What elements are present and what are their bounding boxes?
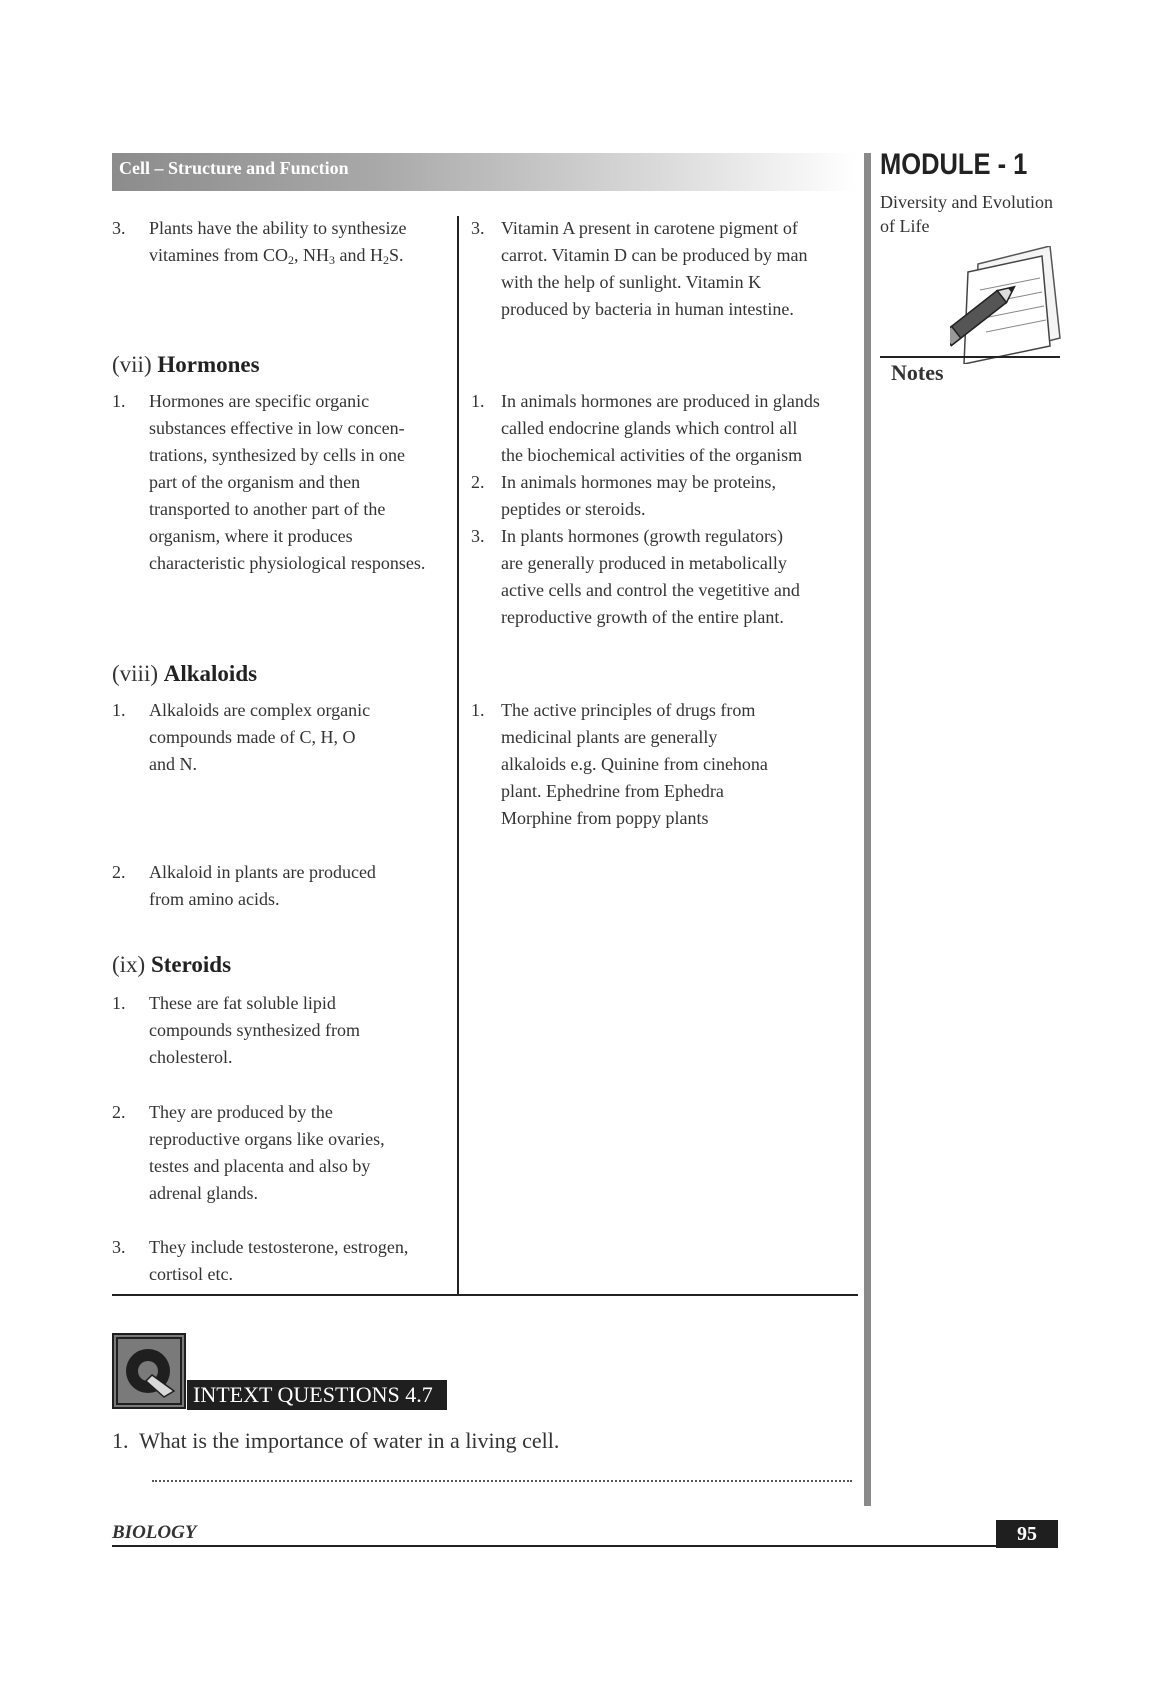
module-subtitle-line2: of Life xyxy=(880,216,930,236)
item-text xyxy=(501,388,820,469)
item-number: 1. xyxy=(471,391,485,411)
text-line: Alkaloids are complex organic xyxy=(149,700,371,720)
item-text xyxy=(149,697,370,778)
text-line: plant. Ephedrine from Ephedra xyxy=(501,781,724,801)
notebook-pencil-icon xyxy=(950,246,1062,369)
list-item xyxy=(112,859,452,915)
intext-questions-banner: INTEXT QUESTIONS 4.7 xyxy=(187,1380,447,1410)
text-line: active cells and control the vegetitive and xyxy=(501,580,800,600)
text-line: adrenal glands. xyxy=(149,1183,258,1203)
item-text xyxy=(149,1234,408,1288)
question-text: What is the importance of water in a living cell. xyxy=(139,1428,560,1453)
list-item xyxy=(112,388,452,583)
page-number: 95 xyxy=(996,1520,1058,1548)
item-text xyxy=(149,388,425,577)
column-divider xyxy=(457,216,459,1295)
text-line: cortisol etc. xyxy=(149,1264,233,1284)
item-number: 2. xyxy=(112,862,126,882)
item-text xyxy=(149,215,459,269)
item-number: 3. xyxy=(471,526,485,546)
text-line: Morphine from poppy plants xyxy=(501,808,709,828)
text-line: compounds made of C, H, O xyxy=(149,727,356,747)
text-line: characteristic physiological responses. xyxy=(149,553,426,573)
text-line: organism, where it produces xyxy=(149,526,353,546)
question-1 xyxy=(112,1428,559,1454)
text-line: vitamines from $CO_2$, $NH_3$ and $H_2S$. xyxy=(149,245,404,267)
text-line: The active principles of drugs from xyxy=(501,700,756,720)
text-line: Vitamin A present in carotene pigment of xyxy=(501,218,798,238)
text-line: Hormones are specific organic xyxy=(149,391,370,411)
question-number: 1. xyxy=(112,1428,129,1453)
list-item xyxy=(112,215,452,275)
item-text xyxy=(501,469,776,523)
text-line: are generally produced in metabolically xyxy=(501,553,787,573)
text-line: and N. xyxy=(149,754,197,774)
list-item xyxy=(112,1234,452,1290)
list-item xyxy=(112,1099,452,1209)
list-item xyxy=(471,697,851,835)
item-number: 1. xyxy=(112,391,126,411)
notes-label: Notes xyxy=(891,360,944,385)
text-line: reproductive organs like ovaries, xyxy=(149,1129,385,1149)
text-line: carrot. Vitamin D can be produced by man xyxy=(501,245,808,265)
text-line: peptides or steroids. xyxy=(501,499,646,519)
section-heading-hormones: (vii) Hormones xyxy=(112,352,260,377)
module-title: MODULE - 1 xyxy=(880,148,1028,181)
text-line: with the help of sunlight. Vitamin K xyxy=(501,272,762,292)
text-line: the biochemical activities of the organism xyxy=(501,445,803,465)
table-bottom-rule xyxy=(112,1294,858,1296)
item-text xyxy=(149,859,376,913)
item-number: 2. xyxy=(471,472,485,492)
item-number: 3. xyxy=(112,1237,126,1257)
text-line: Plants have the ability to synthesize xyxy=(149,218,407,238)
text-line: In animals hormones may be proteins, xyxy=(501,472,776,492)
question-q-icon xyxy=(112,1333,186,1414)
item-text xyxy=(149,990,360,1071)
text-line: medicinal plants are generally xyxy=(501,727,718,747)
item-number: 3. xyxy=(112,218,126,238)
text-line: They include testosterone, estrogen, xyxy=(149,1237,409,1257)
item-number: 1. xyxy=(112,700,126,720)
item-number: 3. xyxy=(471,218,485,238)
margin-vertical-bar xyxy=(864,153,871,1506)
list-item xyxy=(471,215,851,325)
item-number: 1. xyxy=(112,993,126,1013)
text-line: trations, synthesized by cells in one xyxy=(149,445,405,465)
section-heading-steroids: (ix) Steroids xyxy=(112,952,232,977)
notes-rule xyxy=(880,356,1060,358)
text-line: cholesterol. xyxy=(149,1047,233,1067)
item-text xyxy=(149,1099,385,1207)
text-line: called endocrine glands which control all xyxy=(501,418,798,438)
item-number: 2. xyxy=(112,1102,126,1122)
section-heading-alkaloids: (viii) Alkaloids xyxy=(112,661,258,686)
text-line: substances effective in low concen- xyxy=(149,418,405,438)
text-line: part of the organism and then xyxy=(149,472,361,492)
footer-subject: BIOLOGY xyxy=(112,1522,197,1543)
item-text xyxy=(501,697,768,832)
text-line: transported to another part of the xyxy=(149,499,386,519)
text-line: alkaloids e.g. Quinine from cinehona xyxy=(501,754,768,774)
chapter-title: Cell – Structure and Function xyxy=(119,158,349,178)
text-line: from amino acids. xyxy=(149,889,280,909)
text-line: reproductive growth of the entire plant. xyxy=(501,607,784,627)
item-text xyxy=(501,523,800,631)
module-subtitle xyxy=(880,190,1080,238)
text-line: They are produced by the xyxy=(149,1102,333,1122)
text-line: compounds synthesized from xyxy=(149,1020,360,1040)
text-line: In plants hormones (growth regulators) xyxy=(501,526,783,546)
text-line: produced by bacteria in human intestine. xyxy=(501,299,794,319)
text-line: Alkaloid in plants are produced xyxy=(149,862,376,882)
answer-dotted-line xyxy=(152,1480,852,1482)
item-number: 1. xyxy=(471,700,485,720)
footer-rule xyxy=(112,1545,1058,1547)
list-item xyxy=(112,990,452,1074)
list-item xyxy=(471,469,851,525)
list-item xyxy=(471,388,851,472)
text-line: testes and placenta and also by xyxy=(149,1156,371,1176)
text-line: In animals hormones are produced in glands xyxy=(501,391,820,411)
list-item xyxy=(112,697,452,781)
list-item xyxy=(471,523,851,633)
item-text xyxy=(501,215,807,323)
module-subtitle-line1: Diversity and Evolution xyxy=(880,192,1053,212)
text-line: These are fat soluble lipid xyxy=(149,993,336,1013)
